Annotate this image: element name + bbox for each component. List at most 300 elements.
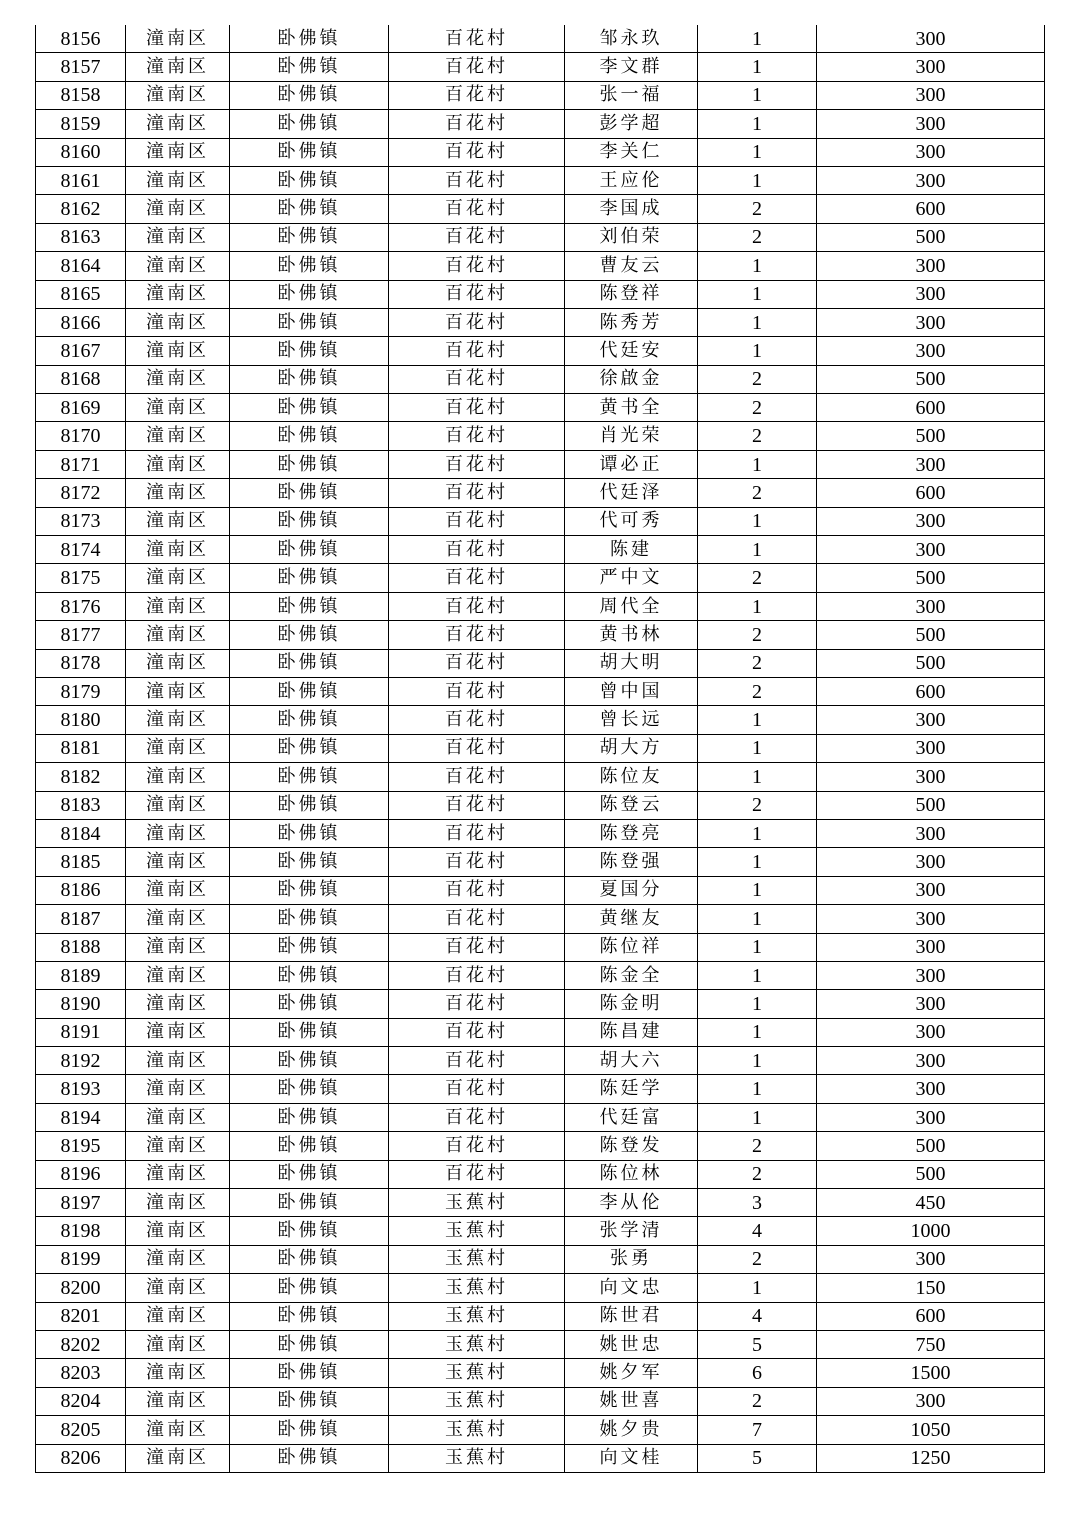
- count-cell: 1: [698, 1047, 817, 1075]
- table-row: [36, 536, 1045, 564]
- table-row: [36, 1444, 1045, 1472]
- name-cell: 陈位林: [565, 1160, 698, 1188]
- amount-cell: 500: [817, 791, 1045, 819]
- count-cell: 1: [698, 763, 817, 791]
- table-row: [36, 990, 1045, 1018]
- table-row: [36, 337, 1045, 365]
- district-cell: 潼南区: [126, 649, 230, 677]
- row-number-cell: 8177: [36, 621, 126, 649]
- name-cell: 曹友云: [565, 252, 698, 280]
- table-row: [36, 791, 1045, 819]
- town-cell: 卧佛镇: [230, 365, 389, 393]
- town-cell: 卧佛镇: [230, 1330, 389, 1358]
- table-row: [36, 706, 1045, 734]
- table-row: [36, 1330, 1045, 1358]
- district-cell: 潼南区: [126, 195, 230, 223]
- row-number-cell: 8193: [36, 1075, 126, 1103]
- town-cell: 卧佛镇: [230, 734, 389, 762]
- row-number-cell: 8157: [36, 53, 126, 81]
- town-cell: 卧佛镇: [230, 1132, 389, 1160]
- count-cell: 1: [698, 734, 817, 762]
- district-cell: 潼南区: [126, 1387, 230, 1415]
- table-row: [36, 81, 1045, 109]
- amount-cell: 500: [817, 1132, 1045, 1160]
- town-cell: 卧佛镇: [230, 848, 389, 876]
- village-cell: 百花村: [389, 280, 565, 308]
- table-row: [36, 1245, 1045, 1273]
- name-cell: 陈位友: [565, 763, 698, 791]
- town-cell: 卧佛镇: [230, 1047, 389, 1075]
- name-cell: 徐啟金: [565, 365, 698, 393]
- row-number-cell: 8202: [36, 1330, 126, 1358]
- name-cell: 黄书林: [565, 621, 698, 649]
- amount-cell: 300: [817, 734, 1045, 762]
- row-number-cell: 8165: [36, 280, 126, 308]
- name-cell: 肖光荣: [565, 422, 698, 450]
- name-cell: 姚世喜: [565, 1387, 698, 1415]
- village-cell: 百花村: [389, 621, 565, 649]
- row-number-cell: 8159: [36, 110, 126, 138]
- count-cell: 1: [698, 1075, 817, 1103]
- village-cell: 玉蕉村: [389, 1416, 565, 1444]
- town-cell: 卧佛镇: [230, 1245, 389, 1273]
- town-cell: 卧佛镇: [230, 308, 389, 336]
- amount-cell: 500: [817, 223, 1045, 251]
- village-cell: 百花村: [389, 223, 565, 251]
- village-cell: 玉蕉村: [389, 1217, 565, 1245]
- row-number-cell: 8156: [36, 25, 126, 53]
- table-body: [36, 25, 1045, 1472]
- town-cell: 卧佛镇: [230, 1416, 389, 1444]
- count-cell: 2: [698, 791, 817, 819]
- row-number-cell: 8194: [36, 1103, 126, 1131]
- table-row: [36, 507, 1045, 535]
- row-number-cell: 8161: [36, 166, 126, 194]
- village-cell: 玉蕉村: [389, 1245, 565, 1273]
- row-number-cell: 8205: [36, 1416, 126, 1444]
- count-cell: 2: [698, 422, 817, 450]
- count-cell: 5: [698, 1330, 817, 1358]
- row-number-cell: 8179: [36, 677, 126, 705]
- name-cell: 陈建: [565, 536, 698, 564]
- row-number-cell: 8203: [36, 1359, 126, 1387]
- village-cell: 百花村: [389, 308, 565, 336]
- village-cell: 百花村: [389, 990, 565, 1018]
- town-cell: 卧佛镇: [230, 649, 389, 677]
- name-cell: 张勇: [565, 1245, 698, 1273]
- count-cell: 1: [698, 592, 817, 620]
- row-number-cell: 8195: [36, 1132, 126, 1160]
- row-number-cell: 8180: [36, 706, 126, 734]
- village-cell: 百花村: [389, 422, 565, 450]
- count-cell: 2: [698, 1387, 817, 1415]
- row-number-cell: 8204: [36, 1387, 126, 1415]
- amount-cell: 1050: [817, 1416, 1045, 1444]
- row-number-cell: 8188: [36, 933, 126, 961]
- table-row: [36, 25, 1045, 53]
- town-cell: 卧佛镇: [230, 536, 389, 564]
- count-cell: 2: [698, 394, 817, 422]
- name-cell: 陈登发: [565, 1132, 698, 1160]
- row-number-cell: 8189: [36, 961, 126, 989]
- district-cell: 潼南区: [126, 25, 230, 53]
- amount-cell: 300: [817, 53, 1045, 81]
- town-cell: 卧佛镇: [230, 961, 389, 989]
- amount-cell: 1000: [817, 1217, 1045, 1245]
- district-cell: 潼南区: [126, 1274, 230, 1302]
- count-cell: 1: [698, 706, 817, 734]
- name-cell: 李从伦: [565, 1189, 698, 1217]
- amount-cell: 300: [817, 905, 1045, 933]
- table-row: [36, 223, 1045, 251]
- town-cell: 卧佛镇: [230, 621, 389, 649]
- name-cell: 代可秀: [565, 507, 698, 535]
- amount-cell: 300: [817, 252, 1045, 280]
- district-cell: 潼南区: [126, 1302, 230, 1330]
- table-row: [36, 1075, 1045, 1103]
- district-cell: 潼南区: [126, 138, 230, 166]
- row-number-cell: 8168: [36, 365, 126, 393]
- table-row: [36, 479, 1045, 507]
- amount-cell: 300: [817, 876, 1045, 904]
- amount-cell: 500: [817, 422, 1045, 450]
- town-cell: 卧佛镇: [230, 592, 389, 620]
- amount-cell: 300: [817, 933, 1045, 961]
- village-cell: 玉蕉村: [389, 1387, 565, 1415]
- village-cell: 百花村: [389, 791, 565, 819]
- table-row: [36, 138, 1045, 166]
- district-cell: 潼南区: [126, 677, 230, 705]
- name-cell: 陈昌建: [565, 1018, 698, 1046]
- amount-cell: 500: [817, 365, 1045, 393]
- amount-cell: 300: [817, 1387, 1045, 1415]
- village-cell: 玉蕉村: [389, 1359, 565, 1387]
- district-cell: 潼南区: [126, 394, 230, 422]
- table-row: [36, 195, 1045, 223]
- table-row: [36, 564, 1045, 592]
- district-cell: 潼南区: [126, 791, 230, 819]
- name-cell: 胡大六: [565, 1047, 698, 1075]
- row-number-cell: 8172: [36, 479, 126, 507]
- name-cell: 曾长远: [565, 706, 698, 734]
- row-number-cell: 8196: [36, 1160, 126, 1188]
- count-cell: 1: [698, 961, 817, 989]
- count-cell: 2: [698, 1132, 817, 1160]
- table-row: [36, 905, 1045, 933]
- count-cell: 2: [698, 223, 817, 251]
- table-row: [36, 1018, 1045, 1046]
- name-cell: 胡大明: [565, 649, 698, 677]
- amount-cell: 300: [817, 25, 1045, 53]
- village-cell: 百花村: [389, 138, 565, 166]
- count-cell: 3: [698, 1189, 817, 1217]
- village-cell: 百花村: [389, 195, 565, 223]
- town-cell: 卧佛镇: [230, 933, 389, 961]
- town-cell: 卧佛镇: [230, 138, 389, 166]
- town-cell: 卧佛镇: [230, 1217, 389, 1245]
- amount-cell: 600: [817, 479, 1045, 507]
- village-cell: 百花村: [389, 763, 565, 791]
- name-cell: 代廷安: [565, 337, 698, 365]
- count-cell: 1: [698, 25, 817, 53]
- table-row: [36, 1103, 1045, 1131]
- count-cell: 1: [698, 905, 817, 933]
- town-cell: 卧佛镇: [230, 677, 389, 705]
- amount-cell: 300: [817, 1103, 1045, 1131]
- district-cell: 潼南区: [126, 621, 230, 649]
- row-number-cell: 8163: [36, 223, 126, 251]
- count-cell: 1: [698, 990, 817, 1018]
- amount-cell: 300: [817, 280, 1045, 308]
- district-cell: 潼南区: [126, 1018, 230, 1046]
- amount-cell: 300: [817, 961, 1045, 989]
- town-cell: 卧佛镇: [230, 25, 389, 53]
- village-cell: 百花村: [389, 166, 565, 194]
- name-cell: 陈登祥: [565, 280, 698, 308]
- count-cell: 2: [698, 195, 817, 223]
- district-cell: 潼南区: [126, 1359, 230, 1387]
- count-cell: 1: [698, 1103, 817, 1131]
- district-cell: 潼南区: [126, 166, 230, 194]
- village-cell: 百花村: [389, 450, 565, 478]
- district-cell: 潼南区: [126, 337, 230, 365]
- district-cell: 潼南区: [126, 365, 230, 393]
- count-cell: 1: [698, 933, 817, 961]
- amount-cell: 450: [817, 1189, 1045, 1217]
- table-row: [36, 308, 1045, 336]
- row-number-cell: 8206: [36, 1444, 126, 1472]
- village-cell: 百花村: [389, 536, 565, 564]
- row-number-cell: 8167: [36, 337, 126, 365]
- name-cell: 张学清: [565, 1217, 698, 1245]
- village-cell: 百花村: [389, 819, 565, 847]
- district-cell: 潼南区: [126, 223, 230, 251]
- amount-cell: 600: [817, 1302, 1045, 1330]
- count-cell: 1: [698, 450, 817, 478]
- table-row: [36, 734, 1045, 762]
- village-cell: 百花村: [389, 394, 565, 422]
- name-cell: 陈秀芳: [565, 308, 698, 336]
- town-cell: 卧佛镇: [230, 990, 389, 1018]
- row-number-cell: 8200: [36, 1274, 126, 1302]
- row-number-cell: 8175: [36, 564, 126, 592]
- table-row: [36, 677, 1045, 705]
- table-row: [36, 1302, 1045, 1330]
- town-cell: 卧佛镇: [230, 53, 389, 81]
- village-cell: 百花村: [389, 905, 565, 933]
- amount-cell: 150: [817, 1274, 1045, 1302]
- amount-cell: 300: [817, 536, 1045, 564]
- table-row: [36, 621, 1045, 649]
- name-cell: 陈登亮: [565, 819, 698, 847]
- town-cell: 卧佛镇: [230, 337, 389, 365]
- amount-cell: 300: [817, 592, 1045, 620]
- town-cell: 卧佛镇: [230, 905, 389, 933]
- district-cell: 潼南区: [126, 422, 230, 450]
- count-cell: 2: [698, 677, 817, 705]
- amount-cell: 300: [817, 1245, 1045, 1273]
- name-cell: 王应伦: [565, 166, 698, 194]
- name-cell: 夏国分: [565, 876, 698, 904]
- count-cell: 1: [698, 252, 817, 280]
- name-cell: 陈位祥: [565, 933, 698, 961]
- count-cell: 1: [698, 1018, 817, 1046]
- village-cell: 百花村: [389, 1132, 565, 1160]
- town-cell: 卧佛镇: [230, 706, 389, 734]
- name-cell: 陈金明: [565, 990, 698, 1018]
- district-cell: 潼南区: [126, 1132, 230, 1160]
- row-number-cell: 8187: [36, 905, 126, 933]
- count-cell: 1: [698, 1274, 817, 1302]
- name-cell: 谭必正: [565, 450, 698, 478]
- amount-cell: 300: [817, 308, 1045, 336]
- district-cell: 潼南区: [126, 990, 230, 1018]
- count-cell: 1: [698, 308, 817, 336]
- district-cell: 潼南区: [126, 905, 230, 933]
- table-row: [36, 649, 1045, 677]
- name-cell: 代廷富: [565, 1103, 698, 1131]
- town-cell: 卧佛镇: [230, 280, 389, 308]
- row-number-cell: 8169: [36, 394, 126, 422]
- district-cell: 潼南区: [126, 933, 230, 961]
- town-cell: 卧佛镇: [230, 479, 389, 507]
- table-row: [36, 1189, 1045, 1217]
- amount-cell: 600: [817, 394, 1045, 422]
- district-cell: 潼南区: [126, 1160, 230, 1188]
- district-cell: 潼南区: [126, 848, 230, 876]
- district-cell: 潼南区: [126, 1075, 230, 1103]
- district-cell: 潼南区: [126, 110, 230, 138]
- row-number-cell: 8197: [36, 1189, 126, 1217]
- row-number-cell: 8184: [36, 819, 126, 847]
- village-cell: 百花村: [389, 337, 565, 365]
- row-number-cell: 8158: [36, 81, 126, 109]
- village-cell: 百花村: [389, 677, 565, 705]
- district-cell: 潼南区: [126, 1103, 230, 1131]
- row-number-cell: 8182: [36, 763, 126, 791]
- town-cell: 卧佛镇: [230, 450, 389, 478]
- amount-cell: 300: [817, 138, 1045, 166]
- row-number-cell: 8170: [36, 422, 126, 450]
- amount-cell: 1500: [817, 1359, 1045, 1387]
- amount-cell: 300: [817, 166, 1045, 194]
- count-cell: 1: [698, 536, 817, 564]
- town-cell: 卧佛镇: [230, 1302, 389, 1330]
- count-cell: 2: [698, 365, 817, 393]
- amount-cell: 300: [817, 450, 1045, 478]
- amount-cell: 300: [817, 337, 1045, 365]
- count-cell: 1: [698, 337, 817, 365]
- district-cell: 潼南区: [126, 280, 230, 308]
- name-cell: 陈廷学: [565, 1075, 698, 1103]
- district-cell: 潼南区: [126, 507, 230, 535]
- table-row: [36, 365, 1045, 393]
- table-row: [36, 394, 1045, 422]
- count-cell: 2: [698, 564, 817, 592]
- count-cell: 2: [698, 1160, 817, 1188]
- count-cell: 6: [698, 1359, 817, 1387]
- row-number-cell: 8191: [36, 1018, 126, 1046]
- row-number-cell: 8166: [36, 308, 126, 336]
- count-cell: 5: [698, 1444, 817, 1472]
- district-cell: 潼南区: [126, 1189, 230, 1217]
- village-cell: 百花村: [389, 81, 565, 109]
- name-cell: 彭学超: [565, 110, 698, 138]
- village-cell: 百花村: [389, 734, 565, 762]
- town-cell: 卧佛镇: [230, 876, 389, 904]
- row-number-cell: 8183: [36, 791, 126, 819]
- town-cell: 卧佛镇: [230, 819, 389, 847]
- town-cell: 卧佛镇: [230, 252, 389, 280]
- row-number-cell: 8176: [36, 592, 126, 620]
- count-cell: 2: [698, 479, 817, 507]
- table-row: [36, 1359, 1045, 1387]
- district-cell: 潼南区: [126, 479, 230, 507]
- row-number-cell: 8185: [36, 848, 126, 876]
- name-cell: 向文忠: [565, 1274, 698, 1302]
- count-cell: 1: [698, 848, 817, 876]
- village-cell: 百花村: [389, 1075, 565, 1103]
- table-row: [36, 166, 1045, 194]
- village-cell: 百花村: [389, 933, 565, 961]
- district-cell: 潼南区: [126, 1330, 230, 1358]
- district-cell: 潼南区: [126, 961, 230, 989]
- row-number-cell: 8201: [36, 1302, 126, 1330]
- district-cell: 潼南区: [126, 876, 230, 904]
- amount-cell: 500: [817, 649, 1045, 677]
- district-cell: 潼南区: [126, 308, 230, 336]
- table-row: [36, 933, 1045, 961]
- village-cell: 百花村: [389, 592, 565, 620]
- amount-cell: 300: [817, 1075, 1045, 1103]
- row-number-cell: 8160: [36, 138, 126, 166]
- amount-cell: 300: [817, 81, 1045, 109]
- name-cell: 陈金全: [565, 961, 698, 989]
- row-number-cell: 8174: [36, 536, 126, 564]
- town-cell: 卧佛镇: [230, 394, 389, 422]
- name-cell: 黄书全: [565, 394, 698, 422]
- village-cell: 百花村: [389, 252, 565, 280]
- town-cell: 卧佛镇: [230, 1075, 389, 1103]
- table-row: [36, 450, 1045, 478]
- district-cell: 潼南区: [126, 1245, 230, 1273]
- row-number-cell: 8190: [36, 990, 126, 1018]
- village-cell: 百花村: [389, 649, 565, 677]
- town-cell: 卧佛镇: [230, 195, 389, 223]
- table-row: [36, 876, 1045, 904]
- town-cell: 卧佛镇: [230, 507, 389, 535]
- count-cell: 1: [698, 81, 817, 109]
- village-cell: 百花村: [389, 110, 565, 138]
- table-row: [36, 1160, 1045, 1188]
- row-number-cell: 8173: [36, 507, 126, 535]
- district-cell: 潼南区: [126, 819, 230, 847]
- village-cell: 玉蕉村: [389, 1274, 565, 1302]
- count-cell: 1: [698, 507, 817, 535]
- table-row: [36, 252, 1045, 280]
- name-cell: 向文桂: [565, 1444, 698, 1472]
- village-cell: 百花村: [389, 961, 565, 989]
- count-cell: 7: [698, 1416, 817, 1444]
- table-row: [36, 110, 1045, 138]
- village-cell: 百花村: [389, 848, 565, 876]
- count-cell: 2: [698, 1245, 817, 1273]
- town-cell: 卧佛镇: [230, 1018, 389, 1046]
- name-cell: 曾中国: [565, 677, 698, 705]
- amount-cell: 300: [817, 110, 1045, 138]
- district-cell: 潼南区: [126, 1217, 230, 1245]
- row-number-cell: 8198: [36, 1217, 126, 1245]
